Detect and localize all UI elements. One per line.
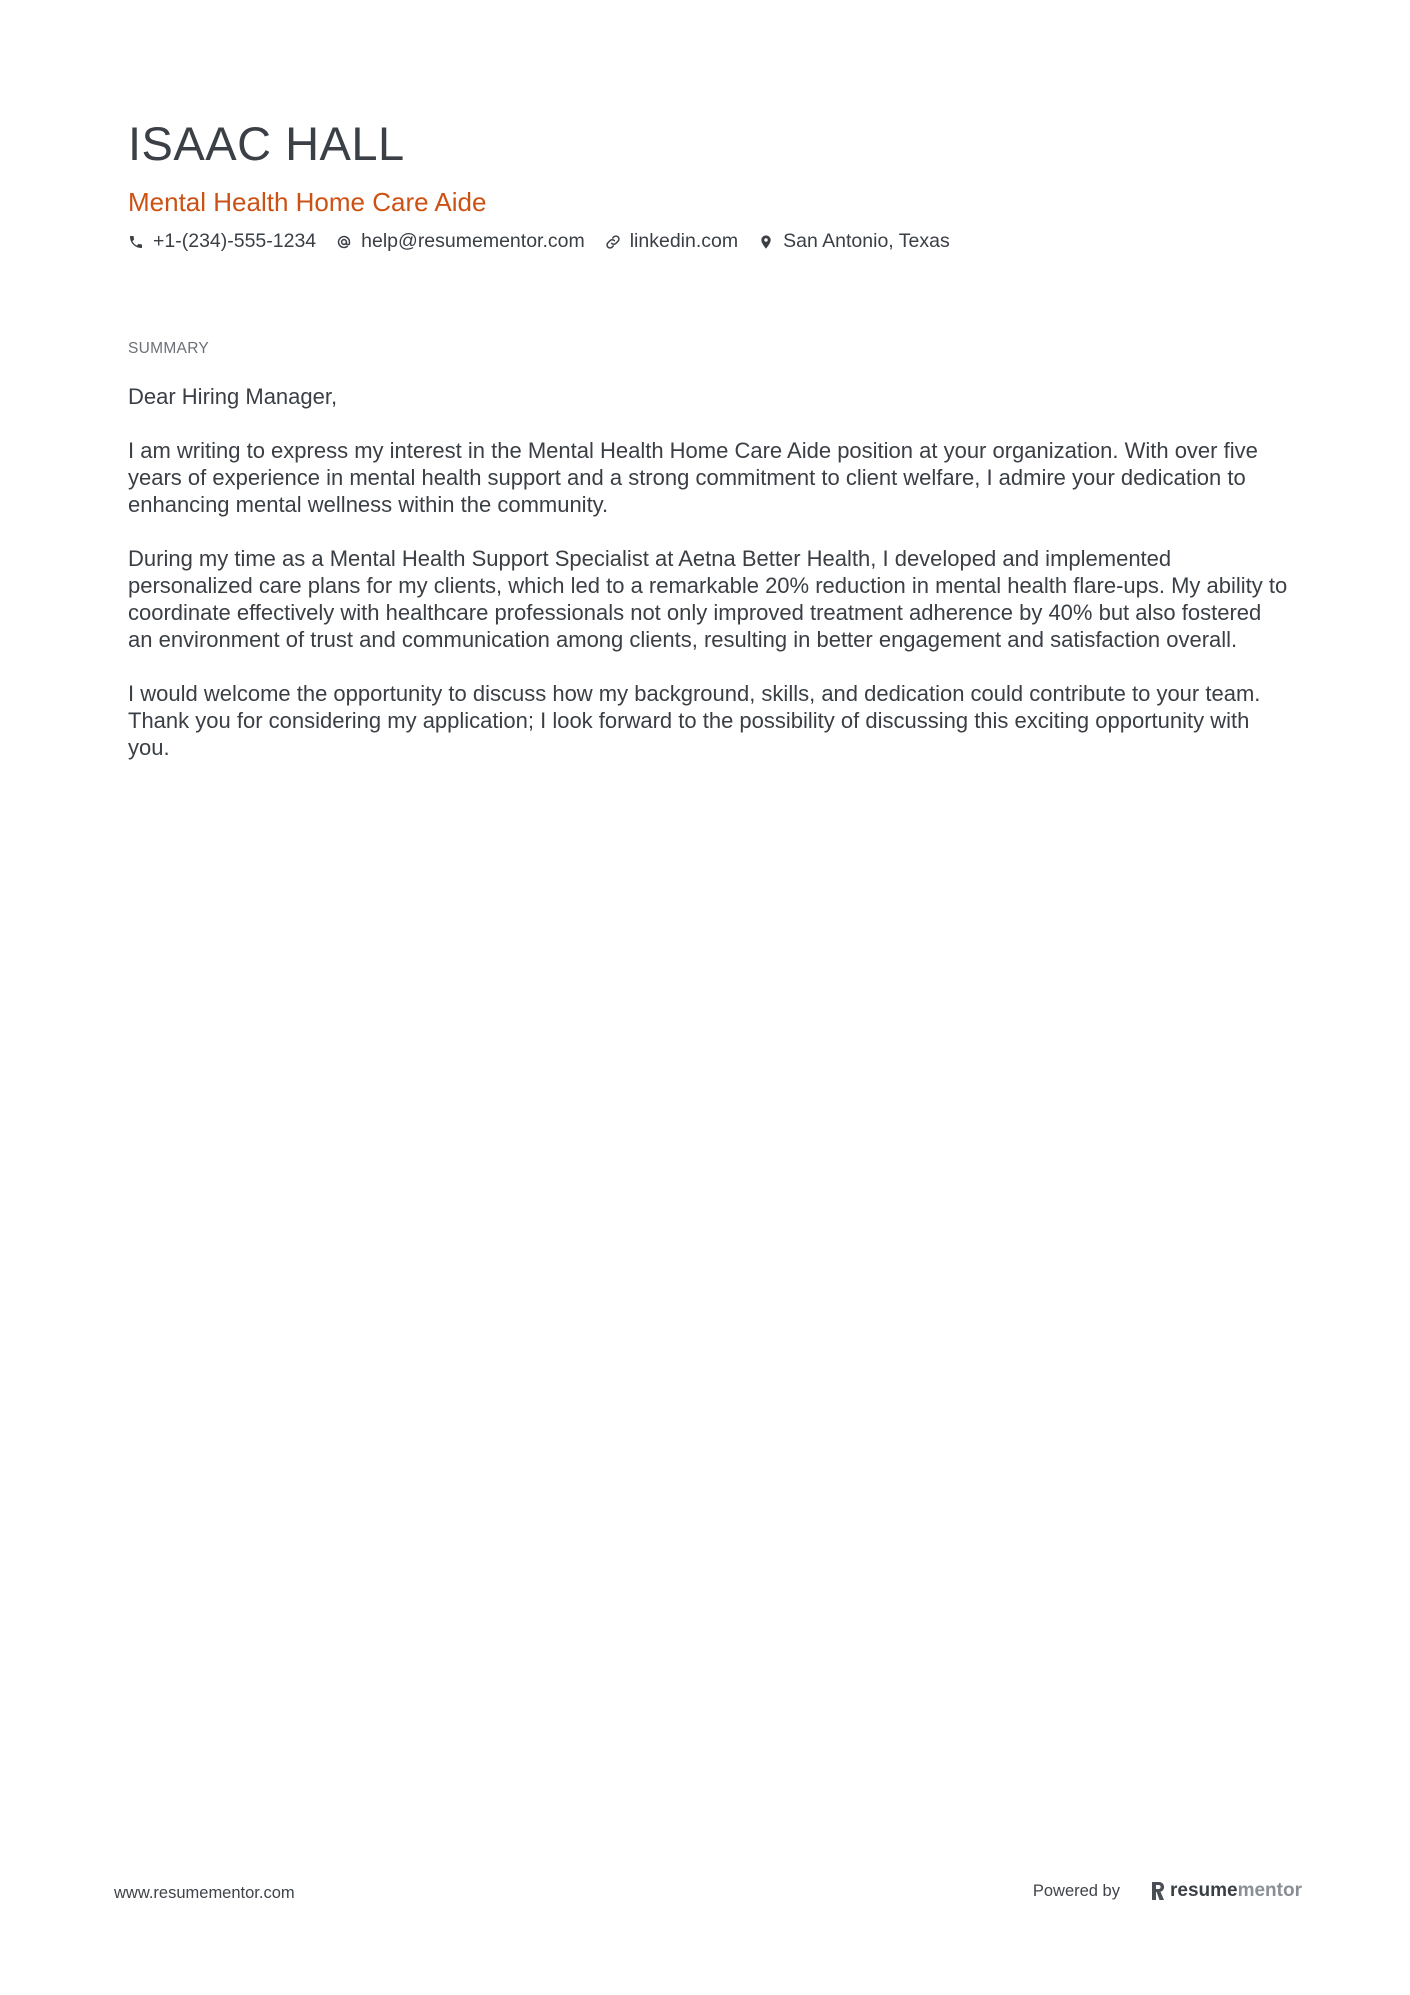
brand-logo[interactable] xyxy=(1150,1880,1302,1902)
footer-powered-by xyxy=(1033,1880,1302,1902)
letter-greeting: Dear Hiring Manager, xyxy=(128,384,338,409)
letter-paragraph-2: During my time as a Mental Health Support Specialist at Aetna Better Health, I developed and implemented personalized care plans for my clients, which led to a remarkable 20% reduction in mental health flare-ups. My ability to coordinate effectively with healthcare professionals not only improved treatment adherence by 40% but also fostered an environment of trust and communication among clients, resulting in better engagement and satisfaction overall. xyxy=(128,546,1288,652)
at-icon xyxy=(336,234,352,250)
contact-email[interactable] xyxy=(336,230,585,253)
brand-name-part1: resume xyxy=(1169,1880,1238,1901)
contact-email-text: help@resumementor.com xyxy=(361,230,585,253)
contact-location xyxy=(758,230,950,253)
candidate-name: ISAAC HALL xyxy=(128,117,405,170)
letter-paragraph-1: I am writing to express my interest in the Mental Health Home Care Aide position at your organization. With over five years of experience in mental health support and a strong commitment to client welfare, I admire your dedication to enhancing mental wellness within the community. xyxy=(128,438,1258,517)
cover-letter-page xyxy=(128,112,1298,760)
section-summary-label: SUMMARY xyxy=(128,340,210,357)
footer-website-link[interactable]: www.resumementor.com xyxy=(114,1884,295,1902)
contact-phone-text: +1-(234)-555-1234 xyxy=(153,230,317,253)
location-pin-icon xyxy=(758,234,774,250)
phone-icon xyxy=(128,234,144,250)
powered-by-label: Powered by xyxy=(1032,1881,1120,1900)
contact-phone[interactable] xyxy=(128,230,316,253)
contact-linkedin-text: linkedin.com xyxy=(629,230,739,253)
contact-bar xyxy=(128,230,1298,253)
resumementor-logo-icon xyxy=(1150,1881,1166,1901)
contact-linkedin[interactable] xyxy=(605,230,738,253)
brand-name-part2: mentor xyxy=(1237,1880,1302,1901)
contact-location-text: San Antonio, Texas xyxy=(783,230,950,253)
letter-paragraph-3: I would welcome the opportunity to discuss how my background, skills, and dedication could contribute to your team. Thank you for considering my application; I look forward to the possibility of discussing this exciting opportunity with you. xyxy=(128,681,1261,760)
link-icon xyxy=(605,234,621,250)
letter-body xyxy=(128,383,1288,788)
job-title: Mental Health Home Care Aide xyxy=(128,187,487,217)
